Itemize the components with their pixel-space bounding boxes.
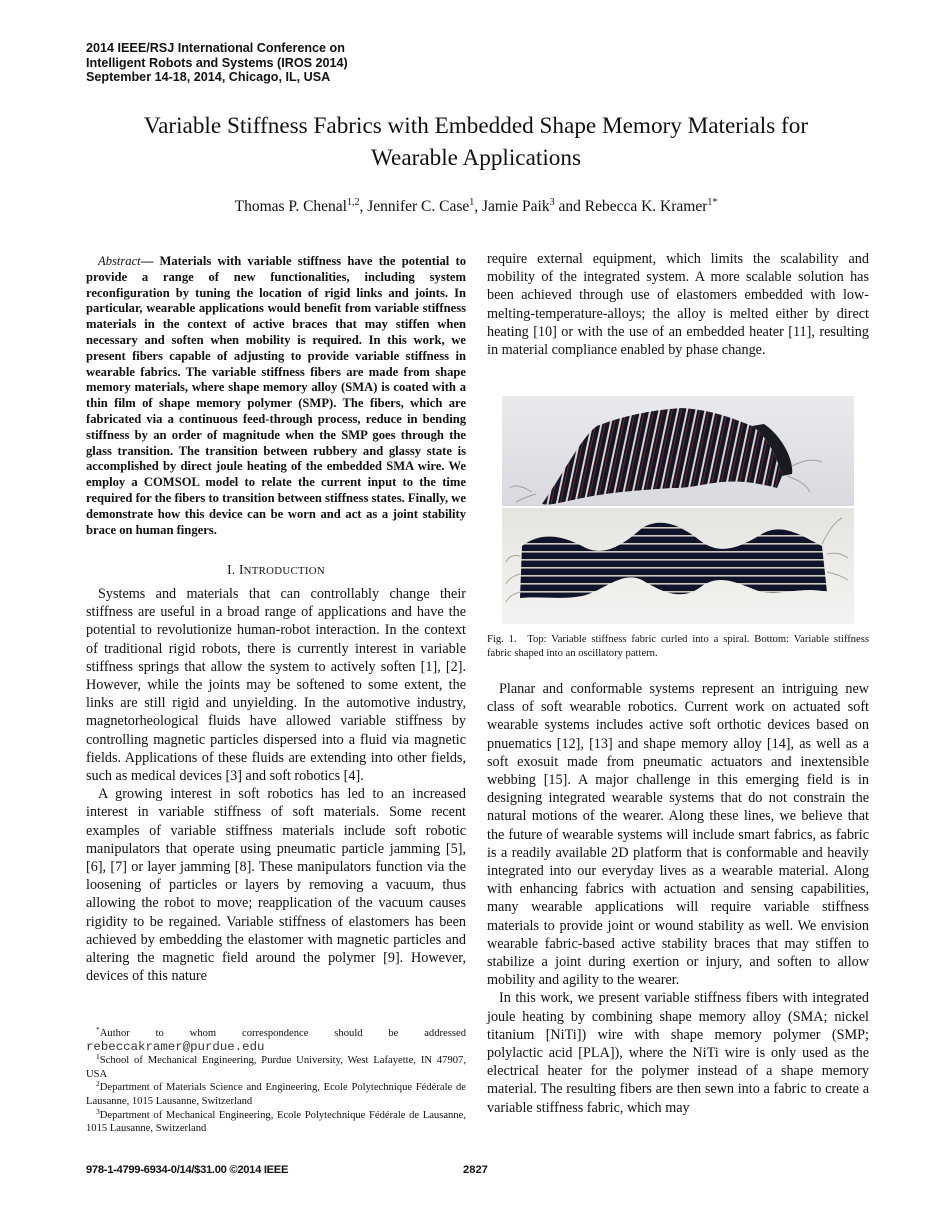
paper-title-line-1: Variable Stiffness Fabrics with Embedded Shape Memory Materials for: [143, 113, 809, 139]
section-heading-introduction: [86, 562, 466, 578]
footnote-mark: 2: [96, 1079, 100, 1089]
footnote-text: Author to whom correspondence should be addressed: [99, 1028, 466, 1039]
introduction-left-column: [86, 585, 466, 985]
author-affiliation-mark: 1*: [707, 197, 718, 208]
page-number: 2827: [463, 1164, 488, 1176]
author-name: Rebecca K. Kramer: [584, 198, 708, 215]
figure-1-photos: [502, 396, 854, 624]
paragraph: Systems and materials that can controllably change their stiffness are useful in a broad range of applications and have the potential to revolutionize human-robot interaction. In the context of traditional rigid robots, there is currently interest in variable stiffness springs that allow the system to actively soften [1], [2]. However, while the joints may be softened to some extent, the links are still rigid and unyielding. In the automotive industry, magnetorheological fluids have allowed variable stiffness by controlling magnetic particles dispersed into a fluid via magnetic fields. Applications of these fluids are extending into other fields, such as medical devices [3] and soft robotics [4].: [86, 586, 466, 785]
footnotes: [86, 1027, 466, 1136]
conference-line-2: Intelligent Robots and Systems (IROS 2014): [86, 55, 348, 70]
abstract-dash: —: [140, 254, 160, 268]
introduction-right-column: [487, 680, 869, 1117]
author-separator: and: [554, 198, 585, 215]
paragraph: A growing interest in soft robotics has led to an increased interest in variable stiffness of soft materials. Some recent examples of variable stiffness materials include soft robotic manipulators that operate using pneumatic particle jamming [5], [6], [7] or layer jamming [8]. These manipulators function via the loosening of particles or layers by removing a vacuum, thus allowing the robot to move; reapplication of the vacuum causes rigidity to be regained. Variable stiffness of elastomers has been achieved by embedding the elastomer with magnetic particles and altering the magnetic field around the polymer [9]. However, devices of this nature: [86, 786, 466, 985]
author-affiliation-mark: 3: [549, 197, 555, 208]
footnote-text: Department of Mechanical Engineering, Ecole Polytechnique Fédérale de Lausanne, 1015 Lausanne, Switzerland: [86, 1109, 466, 1135]
conference-line-1: 2014 IEEE/RSJ International Conference on: [86, 41, 345, 55]
author-affiliation-mark: 1,2: [346, 197, 360, 208]
author-name: Jennifer C. Case: [367, 198, 470, 215]
figure-1-top-photo: [502, 396, 854, 506]
paper-title: [60, 110, 892, 174]
footnote-text: Department of Materials Science and Engineering, Ecole Polytechnique Fédérale de Lausanne, 1015 Lausanne, Switzerland: [86, 1082, 466, 1107]
author-list: [60, 197, 892, 217]
email-link[interactable]: rebeccakramer@purdue.edu: [86, 1039, 265, 1054]
conference-line-3: September 14-18, 2014, Chicago, IL, USA: [86, 70, 331, 85]
section-title-rest: NTRODUCTION: [243, 565, 325, 577]
section-title-initial: I: [238, 562, 244, 577]
paper-title-line-2: Wearable Applications: [371, 145, 581, 171]
paragraph: Planar and conformable systems represent an intriguing new class of soft wearable robotics. Current work on actuated soft wearable systems includes active soft orthotic devices based on pnuematics [12], [13] and shape memory alloy [14], as well as a soft exosuit made from pneumatic actuators and inextensible webbing [15]. A major challenge in this emerging field is in designing integrated wearable systems that do not constrain the natural motions of the wearer. Along these lines, we believe that the future of wearable systems will include smart fabrics, as fabric is a readily available 2D platform that is conformable and heavily integrated into our everyday lives as a wearable material. Along with enhancing fabrics with actuation and sensing capabilities, many wearable applications will require variable stiffness materials to provide joint or wound stability as well. We envision wearable fabric-based active stability braces that may stiffen to stabilize a joint during exertion or injury, and soften to allow mobility and agility to the wearer.: [487, 681, 869, 989]
footnote-text: School of Mechanical Engineering, Purdue University, West Lafayette, IN 47907, USA: [86, 1055, 466, 1080]
author-separator: ,: [474, 198, 482, 215]
footnote-mark: 3: [96, 1106, 100, 1116]
figure-1: [502, 396, 854, 624]
author-affiliation-mark: 1: [469, 197, 475, 208]
section-number: I.: [227, 562, 239, 577]
abstract: [86, 254, 466, 538]
introduction-right-continuation: [487, 250, 869, 359]
author-separator: ,: [359, 198, 368, 215]
author-name: Jamie Paik: [482, 198, 550, 215]
figure-label: Fig. 1.: [487, 634, 517, 645]
footnote-mark: 1: [96, 1052, 100, 1062]
figure-caption-text: Top: Variable stiffness fabric curled into a spiral. Bottom: Variable stiffness fabric shaped into an oscillatory pattern.: [487, 634, 869, 660]
footer-isbn: 978-1-4799-6934-0/14/$31.00 ©2014 IEEE: [86, 1164, 289, 1176]
figure-1-caption: [487, 633, 869, 661]
conference-header: [86, 41, 348, 85]
footnote-affiliation: [86, 1106, 466, 1136]
footnote-affiliation: [86, 1054, 466, 1081]
footnote-affiliation: [86, 1081, 466, 1108]
author-name: Thomas P. Chenal: [234, 198, 347, 215]
figure-1-bottom-photo: [502, 508, 854, 624]
paragraph: require external equipment, which limits the scalability and mobility of the integrated system. A more scalable solution has been achieved through use of elastomers embedded with low-melting-temperature-alloys; the alloy is melted either by direct heating [10] or with the use of an embedded heater [11], resulting in material compliance enabled by phase change.: [487, 251, 869, 359]
paragraph: In this work, we present variable stiffness fibers with integrated joule heating by combining shape memory alloy (SMA; nickel titanium [NiTi]) wire with shape memory polymer (SMP; polylactic acid [PLA]), where the NiTi wire is only used as the electrical heater for the polymer instead of a shape memory material. The resulting fibers are then sewn into a fabric to create a variable stiffness fabric, which may: [487, 990, 869, 1116]
footnote-corresponding: [86, 1027, 466, 1054]
abstract-label: Abstract: [98, 254, 141, 268]
abstract-text: Materials with variable stiffness have the potential to provide a range of new functionalities, including system reconfiguration by tuning the location of rigid links and joints. In particular, wearable applications would benefit from variable stiffness materials in the context of active braces that may stiffen when necessary and soften when mobility is required. In this work, we present fibers capable of adjusting to provide variable stiffness in wearable fabrics. The variable stiffness fibers are made from shape memory materials, where shape memory alloy (SMA) is coated with a thin film of shape memory polymer (SMP). The fibers, which are fabricated via a continuous feed-through process, reduce in bending stiffness by an order of magnitude when the SMP goes through the glass transition. The transition between rubbery and glassy state is accomplished by direct joule heating of the embedded SMA wire. We employ a COMSOL model to relate the current input to the time required for the fibers to transition between stiffness states. Finally, we demonstrate how this device can be worn and act as a joint stability brace on human fingers.: [86, 254, 466, 537]
footnote-mark: *: [96, 1025, 100, 1034]
